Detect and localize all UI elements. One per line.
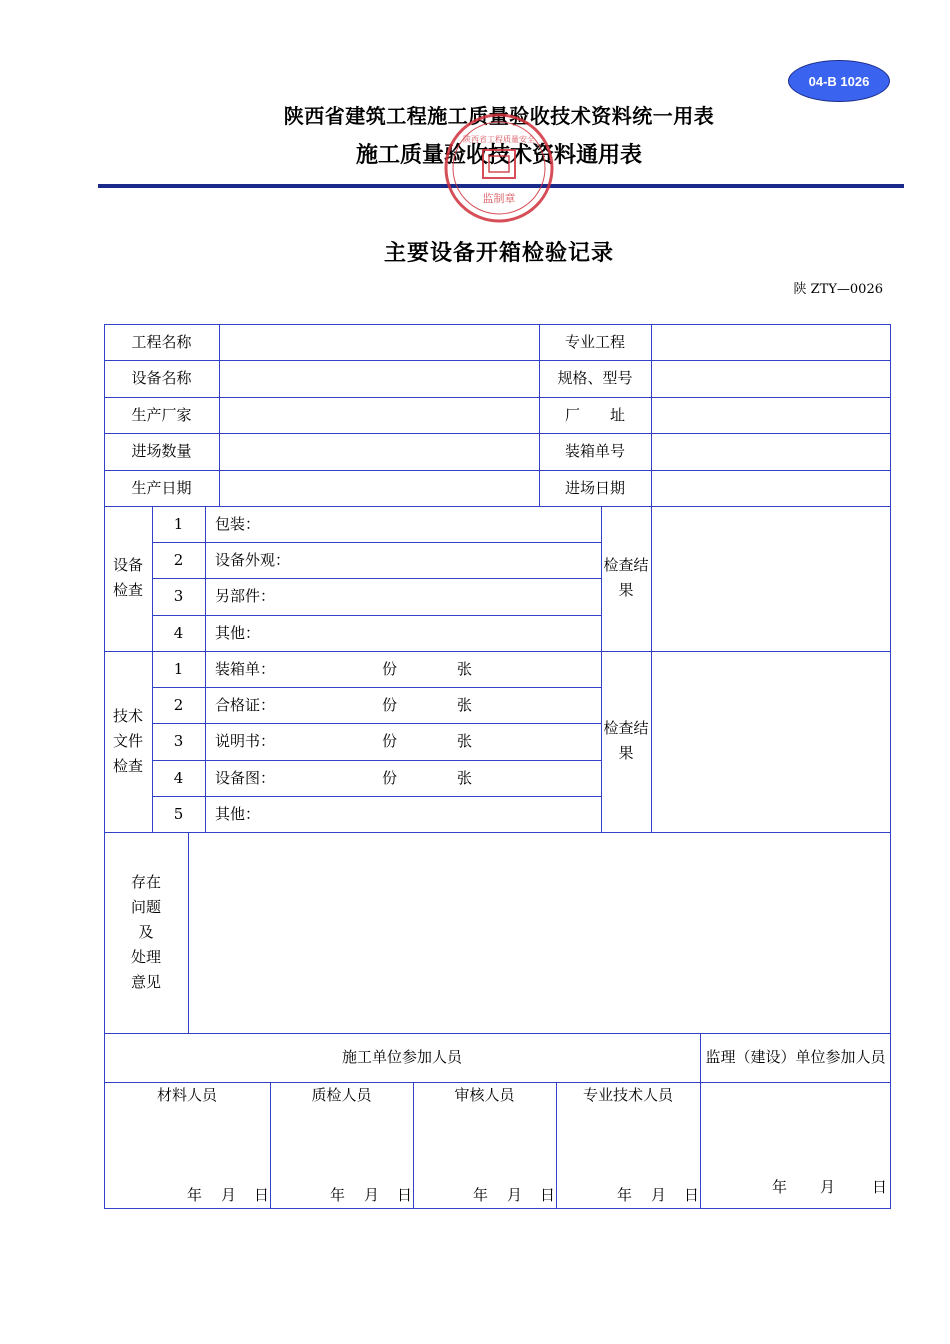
- sheets-unit: 张: [457, 732, 473, 750]
- equipment-item-no: 2: [173, 551, 184, 569]
- doc-check-label: 技术 文件 检查: [112, 707, 143, 775]
- label-model: 规格、型号: [557, 369, 633, 387]
- date-day: 日: [684, 1186, 700, 1204]
- label-manufacturer: 生产厂家: [131, 406, 192, 424]
- date-day: 日: [397, 1186, 413, 1204]
- doc-item-no: 2: [173, 696, 184, 714]
- date-day: 日: [254, 1186, 270, 1204]
- equipment-item-no: 4: [173, 624, 184, 642]
- supervisor-participants-header: 监理（建设）单位参加人员: [705, 1048, 886, 1066]
- equipment-check-result-label: 检查结 果: [603, 556, 649, 599]
- doc-item-text: 说明书：: [215, 732, 276, 750]
- label-project-name: 工程名称: [131, 333, 192, 351]
- role-reviewer: 审核人员: [454, 1086, 515, 1104]
- equipment-item-no: 1: [173, 515, 184, 533]
- copies-unit: 份: [382, 696, 398, 714]
- svg-text:陕西省工程质量安全: 陕西省工程质量安全: [463, 135, 535, 144]
- date-year: 年: [330, 1186, 346, 1204]
- contractor-participants-header: 施工单位参加人员: [341, 1048, 462, 1066]
- label-packing-list-no: 装箱单号: [564, 442, 625, 460]
- date-month: 月: [651, 1186, 667, 1204]
- form-number-badge: 04-B 1026: [788, 60, 890, 102]
- copies-unit: 份: [382, 660, 398, 678]
- date-month: 月: [364, 1186, 380, 1204]
- copies-unit: 份: [382, 732, 398, 750]
- equipment-item-text: 设备外观：: [215, 551, 291, 569]
- doc-check-result-label: 检查结 果: [603, 719, 649, 762]
- sheets-unit: 张: [457, 660, 473, 678]
- label-equipment-name: 设备名称: [131, 369, 192, 387]
- label-arrival-date: 进场日期: [564, 479, 625, 497]
- label-address: 厂 址: [564, 406, 625, 424]
- copies-unit: 份: [382, 769, 398, 787]
- date-month: 月: [221, 1186, 237, 1204]
- official-seal-stamp: [443, 112, 555, 224]
- equipment-item-text: 包装：: [215, 515, 261, 533]
- label-quantity: 进场数量: [131, 442, 192, 460]
- form-title: 主要设备开箱检验记录: [383, 240, 614, 266]
- role-quality-inspector: 质检人员: [311, 1086, 372, 1104]
- doc-item-no: 4: [173, 769, 184, 787]
- date-year: 年: [772, 1178, 788, 1196]
- date-day: 日: [872, 1178, 888, 1196]
- equipment-item-no: 3: [173, 587, 184, 605]
- doc-item-text: 其他：: [215, 805, 261, 823]
- doc-item-no: 3: [173, 732, 184, 750]
- equipment-item-text: 另部件：: [215, 587, 276, 605]
- date-month: 月: [507, 1186, 523, 1204]
- date-year: 年: [473, 1186, 489, 1204]
- label-production-date: 生产日期: [131, 479, 192, 497]
- header-line-2: 施工质量验收技术资料通用表: [355, 142, 642, 168]
- date-day: 日: [540, 1186, 556, 1204]
- issues-label: 存在 问题 及 处理 意见: [130, 873, 161, 991]
- inspection-form-table: [104, 324, 891, 1209]
- doc-item-no: 5: [173, 805, 184, 823]
- date-year: 年: [187, 1186, 203, 1204]
- form-code: 陕 ZTY—0026: [793, 282, 883, 297]
- doc-item-text: 合格证：: [215, 696, 276, 714]
- role-materials: 材料人员: [156, 1086, 217, 1104]
- equipment-item-text: 其他：: [215, 624, 261, 642]
- role-technical-staff: 专业技术人员: [582, 1086, 673, 1104]
- date-month: 月: [820, 1178, 836, 1196]
- doc-item-text: 装箱单：: [215, 660, 276, 678]
- sheets-unit: 张: [457, 769, 473, 787]
- doc-item-no: 1: [173, 660, 184, 678]
- header-line-1: 陕西省建筑工程施工质量验收技术资料统一用表: [283, 104, 715, 128]
- label-specialty: 专业工程: [564, 333, 625, 351]
- date-year: 年: [617, 1186, 633, 1204]
- svg-text:监制章: 监制章: [482, 192, 516, 205]
- equipment-check-label: 设备 检查: [112, 556, 143, 599]
- sheets-unit: 张: [457, 696, 473, 714]
- doc-item-text: 设备图：: [215, 769, 276, 787]
